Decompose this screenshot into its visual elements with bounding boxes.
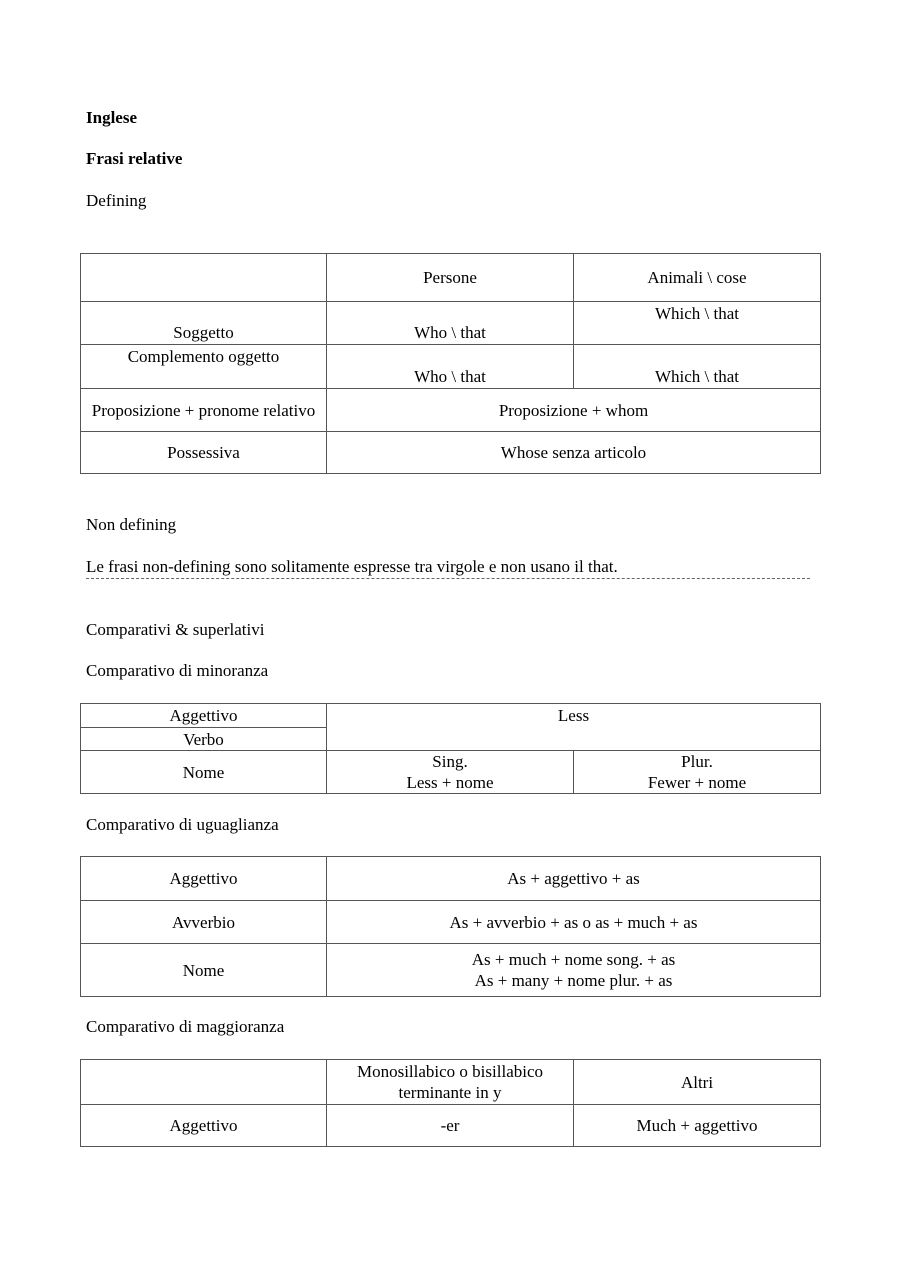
sing-rule: Less + nome: [406, 773, 494, 792]
uguaglianza-title: Comparativo di uguaglianza: [86, 815, 279, 834]
table-row: [81, 857, 821, 901]
table-row: [81, 704, 821, 728]
minoranza-title: Comparativo di minoranza: [86, 661, 269, 680]
row-label-proposizione: Proposizione + pronome relativo: [81, 389, 327, 432]
uguaglianza-table: [80, 856, 821, 997]
row-label-possessiva: Possessiva: [81, 432, 327, 474]
non-defining-text: Le frasi non-defining sono solitamente espresse tra virgole e non usano il that.: [86, 557, 618, 576]
cell-sing: [327, 751, 574, 794]
row-label-verbo: Verbo: [81, 728, 327, 751]
maggioranza-table: [80, 1059, 821, 1147]
cell-proposizione-whom: Proposizione + whom: [327, 389, 821, 432]
table-row: [81, 432, 821, 474]
table-row: [81, 901, 821, 944]
comparativi-title: Comparativi & superlativi: [86, 620, 265, 639]
cell-whose: Whose senza articolo: [327, 432, 821, 474]
cell-complemento-persone: Who \ that: [327, 345, 574, 389]
nome-rule-many: As + many + nome plur. + as: [474, 971, 673, 990]
nome-rule-much: As + much + nome song. + as: [471, 950, 676, 969]
dashed-separator: [86, 578, 810, 579]
row-label-complemento: Complemento oggetto: [81, 345, 327, 389]
row-label-aggettivo: Aggettivo: [81, 857, 327, 901]
row-label-avverbio: Avverbio: [81, 901, 327, 944]
table-cell-empty: [81, 254, 327, 302]
plur-rule: Fewer + nome: [647, 773, 747, 792]
row-label-nome: Nome: [81, 944, 327, 997]
header-altri: Altri: [574, 1060, 821, 1105]
row-label-soggetto: Soggetto: [81, 302, 327, 345]
relative-clauses-table: [80, 253, 821, 474]
cell-aggettivo-much: Much + aggettivo: [574, 1105, 821, 1147]
cell-soggetto-animali: Which \ that: [574, 302, 821, 345]
cell-less: Less: [327, 704, 821, 751]
table-header-row: [81, 254, 821, 302]
row-label-aggettivo: Aggettivo: [81, 1105, 327, 1147]
table-row: [81, 1105, 821, 1147]
plur-label: Plur.: [681, 752, 713, 771]
table-row: [81, 944, 821, 997]
header-animali-cose: Animali \ cose: [574, 254, 821, 302]
cell-nome-rule: [327, 944, 821, 997]
cell-plur: [574, 751, 821, 794]
header-persone: Persone: [327, 254, 574, 302]
section-title-relative: Frasi relative: [86, 149, 183, 168]
table-row: [81, 302, 821, 345]
row-label-nome: Nome: [81, 751, 327, 794]
table-row: [81, 389, 821, 432]
cell-complemento-animali: Which \ that: [574, 345, 821, 389]
table-cell-empty: [81, 1060, 327, 1105]
defining-label: Defining: [86, 191, 147, 210]
cell-avverbio-rule: As + avverbio + as o as + much + as: [327, 901, 821, 944]
minoranza-table: [80, 703, 821, 794]
cell-aggettivo-er: -er: [327, 1105, 574, 1147]
table-row: [81, 751, 821, 794]
row-label-aggettivo: Aggettivo: [81, 704, 327, 728]
document-title: Inglese: [86, 108, 137, 127]
sing-label: Sing.: [432, 752, 468, 771]
table-header-row: [81, 1060, 821, 1105]
non-defining-label: Non defining: [86, 515, 177, 534]
header-monosillabico: Monosillabico o bisillabico terminante in y: [327, 1060, 574, 1105]
cell-aggettivo-rule: As + aggettivo + as: [327, 857, 821, 901]
table-row: [81, 345, 821, 389]
maggioranza-title: Comparativo di maggioranza: [86, 1017, 285, 1036]
cell-soggetto-persone: Who \ that: [327, 302, 574, 345]
